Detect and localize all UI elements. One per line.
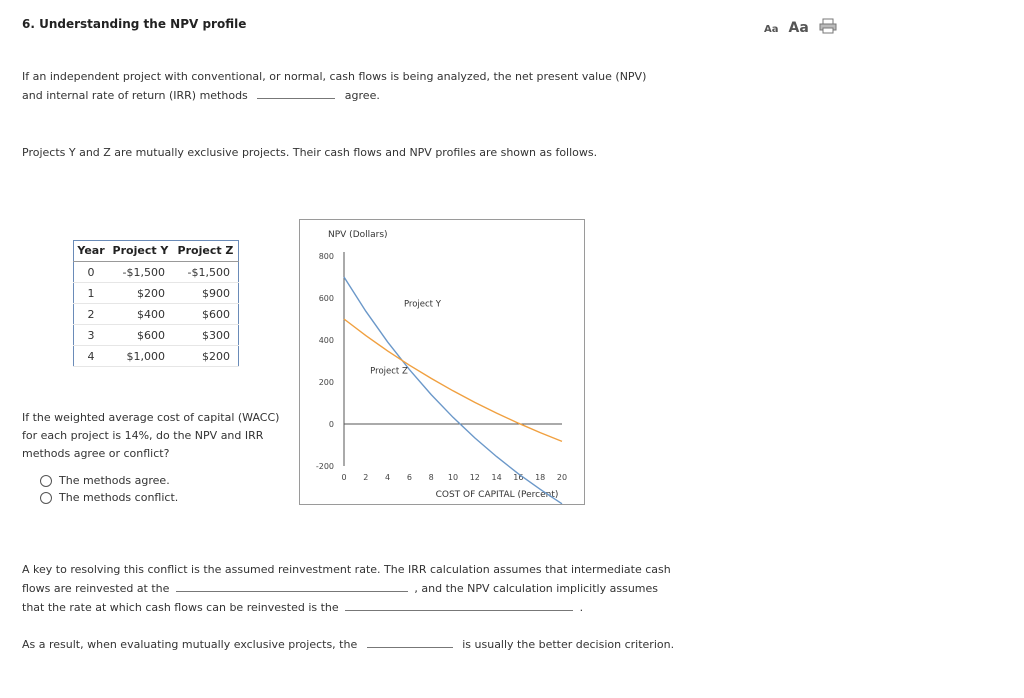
header-project-z: Project Z [173,241,239,262]
intro-paragraph [22,68,646,105]
conclusion-line-4-text: As a result, when evaluating mutually exclusive projects, the [22,638,358,651]
cell-year: 3 [74,325,108,346]
table-row [74,325,239,346]
radio-button[interactable] [40,475,52,487]
table-row [74,304,239,325]
cell-project-y: $200 [108,283,173,304]
cell-year: 0 [74,262,108,283]
option-methods-conflict[interactable] [40,489,178,506]
y-tick-label: 400 [318,336,334,345]
chart-y-axis-label: NPV (Dollars) [328,230,388,240]
x-tick-label: 8 [428,473,434,482]
cell-project-z: $600 [173,304,239,325]
npv-irr-agreement-dropdown[interactable] [257,86,335,99]
npv-profile-svg [300,220,584,504]
intro-line-2-text: and internal rate of return (IRR) methods [22,89,248,102]
wacc-question [22,409,279,463]
wacc-line-1: If the weighted average cost of capital (WACC) [22,411,280,424]
x-tick-label: 0 [341,473,347,482]
annotation-project-y: Project Y [403,299,441,310]
irr-reinvestment-rate-dropdown[interactable] [176,579,408,592]
intro-line-2-end: agree. [344,89,380,102]
x-tick-label: 20 [556,473,568,482]
radio-button[interactable] [40,492,52,504]
wacc-line-2: for each project is 14%, do the NPV and IRR [22,429,264,442]
y-tick-label: -200 [315,462,334,471]
x-tick-label: 4 [385,473,391,482]
cell-project-y: $600 [108,325,173,346]
cell-project-z: -$1,500 [173,262,239,283]
x-tick-label: 16 [513,473,524,482]
x-tick-label: 18 [535,473,546,482]
npv-reinvestment-rate-dropdown[interactable] [345,598,573,611]
y-tick-label: 0 [328,420,334,429]
series-line-project-z [344,319,562,441]
cell-project-z: $200 [173,346,239,367]
chart-x-axis-label: COST OF CAPITAL (Percent) [435,490,559,500]
cell-project-y: -$1,500 [108,262,173,283]
cell-project-y: $400 [108,304,173,325]
font-increase-button[interactable]: Aa [788,20,809,36]
cell-year: 2 [74,304,108,325]
cell-project-z: $900 [173,283,239,304]
conclusion-line-4-end: is usually the better decision criterion. [462,638,675,651]
y-tick-label: 200 [318,378,334,387]
option-label: The methods agree. [59,474,170,487]
conclusion-line-3-end: . [579,601,584,614]
x-tick-label: 10 [447,473,459,482]
cash-flow-table [73,240,239,367]
cell-year: 1 [74,283,108,304]
npv-profile-chart [299,219,585,505]
wacc-radio-group [40,472,178,506]
y-tick-label: 600 [318,294,334,303]
annotation-project-z: Project Z [370,366,408,377]
conclusion-line-4 [22,635,674,651]
intro-line-1: If an independent project with conventional, or normal, cash flows is being analyzed, the net present value (NPV) [22,70,647,83]
table-row [74,283,239,304]
x-tick-label: 6 [406,473,412,482]
wacc-line-3: methods agree or conflict? [22,447,170,460]
y-tick-label: 800 [318,252,334,261]
text-size-toolbar [764,16,837,36]
conclusion-paragraph [22,561,671,617]
decision-criterion-dropdown[interactable] [367,635,453,648]
header-project-y: Project Y [108,241,173,262]
option-label: The methods conflict. [59,491,179,504]
x-tick-label: 14 [491,473,502,482]
cell-year: 4 [74,346,108,367]
print-icon[interactable] [819,18,837,34]
projects-sentence: Projects Y and Z are mutually exclusive projects. Their cash flows and NPV profiles are shown as follows. [22,146,598,159]
cell-project-z: $300 [173,325,239,346]
conclusion-line-2-text: flows are reinvested at the [22,582,170,595]
table-row [74,346,239,367]
conclusion-line-2-end: , and the NPV calculation implicitly assumes [414,582,659,595]
table-row [74,262,239,283]
x-tick-label: 12 [469,473,480,482]
table-header-row [74,241,239,262]
conclusion-line-2 [22,579,671,598]
conclusion-line-3 [22,598,671,617]
font-decrease-button[interactable]: Aa [764,24,779,35]
conclusion-line-3-text: that the rate at which cash flows can be reinvested is the [22,601,339,614]
question-title: 6. Understanding the NPV profile [22,17,247,31]
option-methods-agree[interactable] [40,472,178,489]
header-year: Year [74,241,108,262]
x-tick-label: 2 [363,473,369,482]
intro-line-2 [22,86,646,105]
conclusion-line-1: A key to resolving this conflict is the assumed reinvestment rate. The IRR calculation assumes that intermediate cash [22,563,671,576]
cell-project-y: $1,000 [108,346,173,367]
